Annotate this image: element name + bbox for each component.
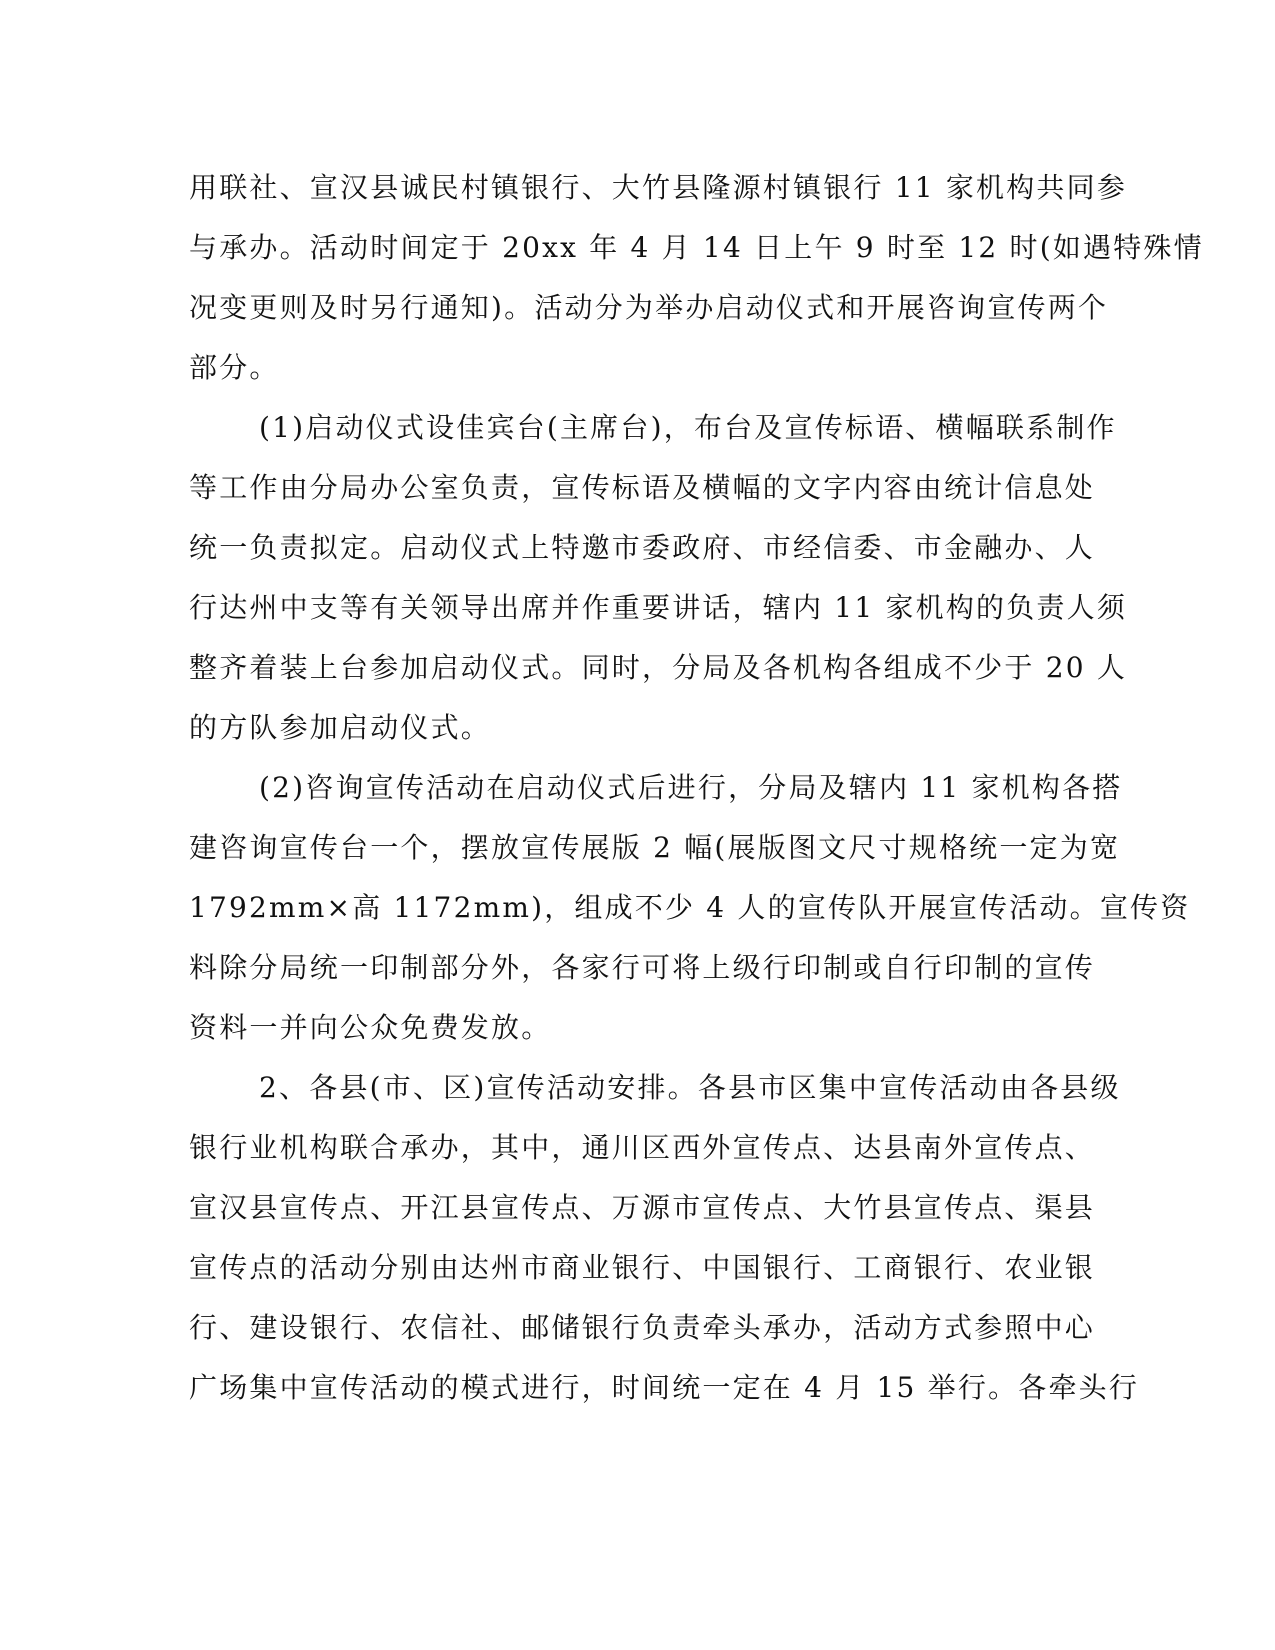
text-line: 部分。 [189, 351, 280, 384]
text-line: 1792mm×高 1172mm)，组成不少 4 人的宣传队开展宣传活动。宣传资 [189, 891, 1191, 924]
text-line: 与承办。活动时间定于 20xx 年 4 月 14 日上午 9 时至 12 时(如遇特殊情 [189, 231, 1204, 264]
paragraph-first-line: (1)启动仪式设佳宾台(主席台)，布台及宣传标语、横幅联系制作 [259, 411, 1117, 444]
text-line: 整齐着装上台参加启动仪式。同时，分局及各机构各组成不少于 20 人 [189, 651, 1128, 684]
text-line: 广场集中宣传活动的模式进行，时间统一定在 4 月 15 举行。各牵头行 [189, 1371, 1140, 1404]
text-line: 用联社、宣汉县诚民村镇银行、大竹县隆源村镇银行 11 家机构共同参 [189, 171, 1128, 204]
text-line: 建咨询宣传台一个，摆放宣传展版 2 幅(展版图文尺寸规格统一定为宽 [189, 831, 1121, 864]
text-line: 行、建设银行、农信社、邮储银行负责牵头承办，活动方式参照中心 [189, 1311, 1096, 1344]
text-line: 资料一并向公众免费发放。 [189, 1011, 552, 1044]
text-line: 宣传点的活动分别由达州市商业银行、中国银行、工商银行、农业银 [189, 1251, 1096, 1284]
text-line: 宣汉县宣传点、开江县宣传点、万源市宣传点、大竹县宣传点、渠县 [189, 1191, 1096, 1224]
text-line: 统一负责拟定。启动仪式上特邀市委政府、市经信委、市金融办、人 [189, 531, 1096, 564]
text-line: 行达州中支等有关领导出席并作重要讲话，辖内 11 家机构的负责人须 [189, 591, 1128, 624]
paragraph-first-line: 2、各县(市、区)宣传活动安排。各县市区集中宣传活动由各县级 [259, 1071, 1121, 1104]
text-line: 况变更则及时另行通知)。活动分为举办启动仪式和开展咨询宣传两个 [189, 291, 1109, 324]
text-line: 料除分局统一印制部分外，各家行可将上级行印制或自行印制的宣传 [189, 951, 1096, 984]
text-line: 的方队参加启动仪式。 [189, 711, 492, 744]
paragraph-first-line: (2)咨询宣传活动在启动仪式后进行，分局及辖内 11 家机构各搭 [259, 771, 1123, 804]
text-line: 等工作由分局办公室负责，宣传标语及横幅的文字内容由统计信息处 [189, 471, 1096, 504]
text-line: 银行业机构联合承办，其中，通川区西外宣传点、达县南外宣传点、 [189, 1131, 1096, 1164]
body-text [189, 158, 1204, 1418]
